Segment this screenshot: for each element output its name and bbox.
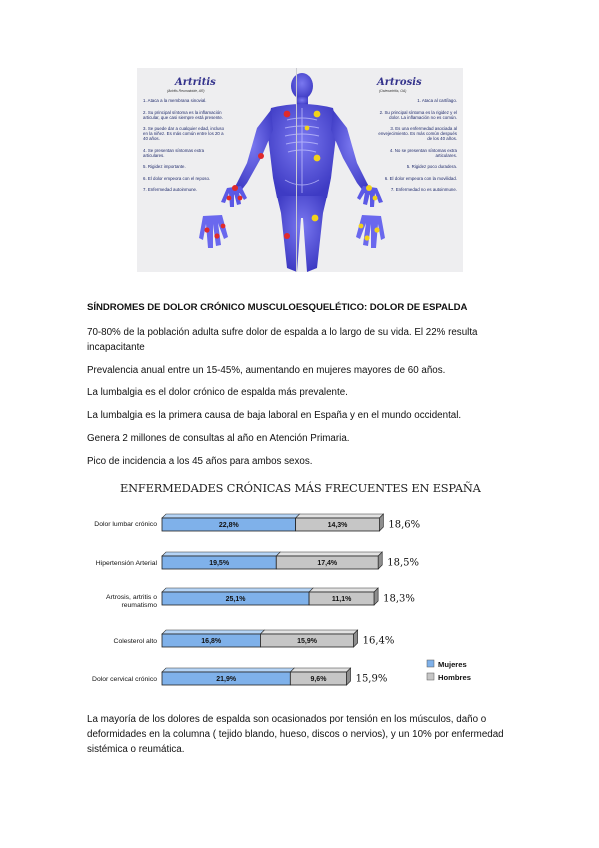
paragraph: 70-80% de la población adulta sufre dolor de espalda a lo largo de su vida. El 22% resulta incapacitante [87,327,478,353]
category-label: Dolor cervical crónico [92,676,157,683]
data-label: 11,1% [331,596,352,603]
paragraph: Pico de incidencia a los 45 años para ambos sexos. [87,456,313,467]
artritis-item: 3. Se puede dar a cualquier edad, incluso en la niñez. Es más común entre los 20 a 40 años. [143,126,225,141]
bar-top-face [290,668,350,672]
legend-label-mujeres: Mujeres [438,660,467,669]
category-label: Hipertensión Arterial [95,560,157,567]
artrosis-item: 7. Enfermedad no es autoinmune. [390,187,457,192]
paragraph: La lumbalgia es la primera causa de baja laboral en España y en el mundo occidental. [87,410,462,421]
total-label: 18,3% [383,593,415,605]
artritis-list [143,98,225,199]
bar-top-face [260,630,357,634]
category-label: Colesterol alto [113,638,157,645]
bar-top-face [162,588,313,592]
data-label: 21,9% [216,676,237,683]
total-label: 18,6% [388,519,421,531]
artrosis-list [375,98,457,199]
artritis-title: Artritis [175,77,216,88]
artritis-item: 5. Rigidez importante. [143,164,186,169]
artritis-item: 4. Se presentan síntomas extra articulares. [143,147,205,158]
artrosis-item: 1. Ataca al cartílago. [417,98,457,103]
data-label: 16,8% [201,638,222,645]
artrosis-item: 3. Es una enfermedad asociada al envejecimiento. Es más común después de los 40 años. [378,126,457,141]
artrosis-item: 2. Su principal síntoma es la rigidez y el dolor. La inflamación no es común. [379,109,457,120]
data-label: 25,1% [225,596,246,603]
bar-top-face [296,514,384,518]
paragraph: Prevalencia anual entre un 15-45%, aumentando en mujeres mayores de 60 años. [87,365,446,376]
chart-title: ENFERMEDADES CRÓNICAS MÁS FRECUENTES EN ESPAÑA [120,481,481,495]
section-heading: SÍNDROMES DE DOLOR CRÓNICO MUSCULOESQUELÉTICO: DOLOR DE ESPALDA [87,302,468,313]
artrosis-title: Artrosis [377,77,422,88]
artrosis-item: 5. Rigidez poco duradera. [406,164,457,169]
artritis-item: 2. Su principal síntoma es la inflamación articular, que casi siempre está presente. [143,109,224,120]
figure-divider [296,68,297,272]
bar-top-face [162,514,300,518]
arthritis-arthrosis-figure [137,68,463,272]
paragraph: Genera 2 millones de consultas al año en Atención Primaria. [87,433,350,444]
bar-top-face [162,668,294,672]
artritis-item: 7. Enfermedad autoinmune. [143,187,198,192]
stacked-bar-chart [85,479,485,704]
artrosis-subtitle: (Osteoartritis, OA) [379,89,407,93]
artritis-item: 1. Ataca a la membrana sinovial. [143,98,207,103]
data-label: 17,4% [317,560,338,567]
legend-label-hombres: Hombres [438,673,471,682]
artritis-item: 6. El dolor empeora con el reposo. [143,175,211,181]
bar-top-face [276,552,382,556]
total-label: 18,5% [387,557,420,569]
artritis-subtitle: (Artritis Reumatoide, AR) [167,89,205,93]
category-label: Artrosis, artritis o reumatismo [106,594,157,609]
data-label: 19,5% [209,560,230,567]
total-label: 16,4% [362,635,395,647]
bar-top-face [162,552,280,556]
artrosis-item: 6. El dolor empeora con la movilidad. [384,175,457,181]
legend [427,660,471,682]
artrosis-item: 4. No se presentan síntomas extra articulares. [389,147,457,158]
closing-paragraph: La mayoría de los dolores de espalda son ocasionados por tensión en los músculos, daño o deformidades en la columna ( tejido blando, hueso, discos o nervios), y un 10% por enfermedad sistémica o reumática. [87,714,504,755]
data-label: 22,8% [218,522,239,529]
category-label: Dolor lumbar crónico [94,521,157,528]
bar-top-face [162,630,264,634]
legend-swatch-mujeres [427,660,434,667]
paragraph: La lumbalgia es el dolor crónico de espalda más prevalente. [87,387,348,398]
data-label: 15,9% [297,638,317,645]
data-label: 14,3% [327,522,348,529]
legend-swatch-hombres [427,673,434,680]
bar-top-face [309,588,378,592]
total-label: 15,9% [355,673,388,685]
data-label: 9,6% [310,676,327,683]
